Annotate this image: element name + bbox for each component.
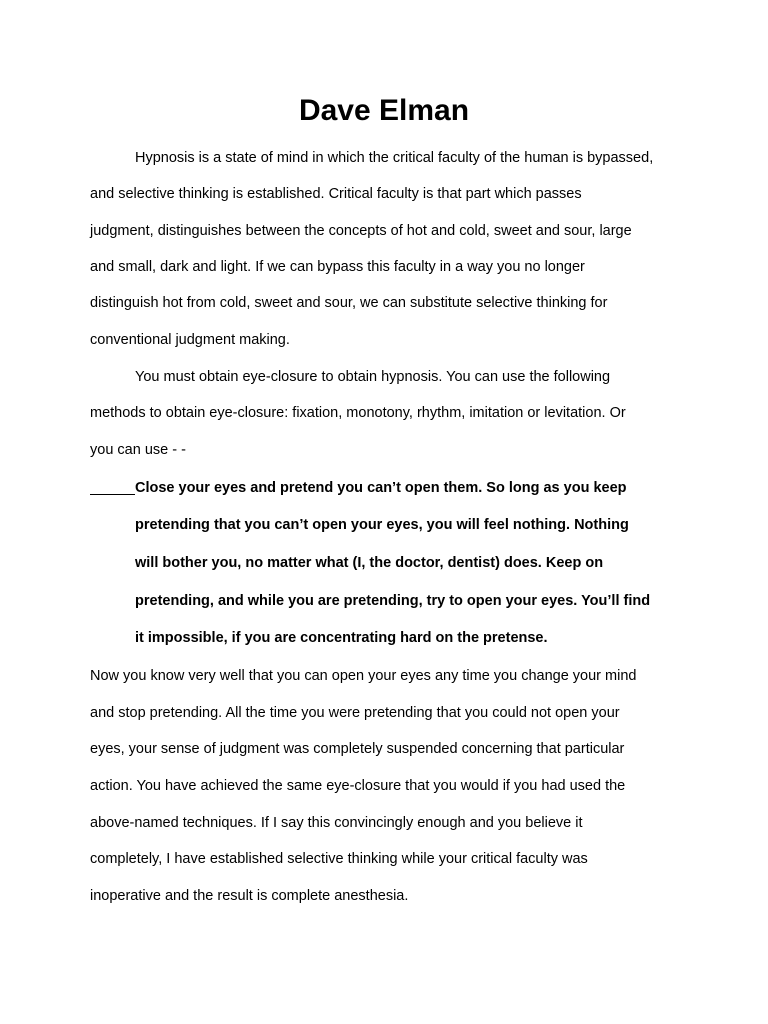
paragraph-2-line: you can use - -: [90, 442, 186, 458]
paragraph-3-line: above-named techniques. If I say this convincingly enough and you believe it: [90, 815, 583, 831]
paragraph-2-line: methods to obtain eye-closure: fixation, monotony, rhythm, imitation or levitation. Or: [90, 405, 626, 421]
paragraph-1-line: Hypnosis is a state of mind in which the critical faculty of the human is bypassed,: [135, 150, 654, 166]
document-title: Dave Elman: [298, 94, 470, 127]
fill-in-blank-line: [90, 481, 135, 495]
paragraph-3-line: completely, I have established selective thinking while your critical faculty was: [90, 851, 588, 867]
script-line: pretending that you can’t open your eyes, you will feel nothing. Nothing: [135, 517, 629, 533]
paragraph-3-line: action. You have achieved the same eye-closure that you would if you had used the: [90, 778, 626, 794]
script-line: Close your eyes and pretend you can’t open them. So long as you keep: [135, 480, 627, 496]
paragraph-3-line: and stop pretending. All the time you were pretending that you could not open your: [90, 705, 620, 721]
paragraph-2-line: You must obtain eye-closure to obtain hypnosis. You can use the following: [135, 369, 611, 385]
paragraph-1-line: judgment, distinguishes between the concepts of hot and cold, sweet and sour, large: [90, 223, 632, 239]
paragraph-1-line: and small, dark and light. If we can bypass this faculty in a way you no longer: [90, 259, 585, 275]
paragraph-3-line: inoperative and the result is complete anesthesia.: [90, 888, 409, 904]
paragraph-3-line: eyes, your sense of judgment was completely suspended concerning that particular: [90, 741, 625, 757]
script-line: will bother you, no matter what (I, the doctor, dentist) does. Keep on: [135, 555, 604, 571]
script-line: it impossible, if you are concentrating hard on the pretense.: [135, 630, 548, 646]
paragraph-1-line: conventional judgment making.: [90, 332, 290, 348]
paragraph-3-line: Now you know very well that you can open your eyes any time you change your mind: [90, 668, 637, 684]
paragraph-1-line: and selective thinking is established. Critical faculty is that part which passes: [90, 186, 582, 202]
script-line: pretending, and while you are pretending, try to open your eyes. You’ll find: [135, 593, 651, 609]
paragraph-1-line: distinguish hot from cold, sweet and sour, we can substitute selective thinking for: [90, 295, 608, 311]
